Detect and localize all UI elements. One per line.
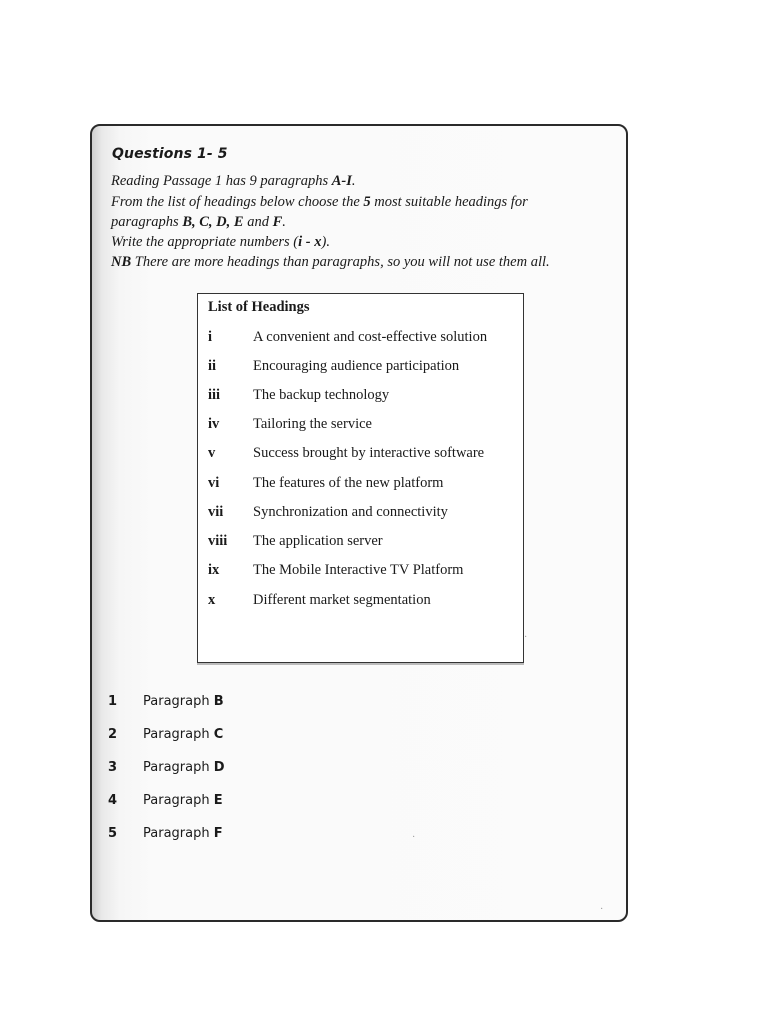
answer-number: 3 xyxy=(108,760,118,775)
instruction-line-1 xyxy=(111,173,356,190)
heading-item xyxy=(208,504,448,521)
answer-letter: B xyxy=(213,694,224,709)
instruction-text: . xyxy=(351,173,356,189)
scan-speck: · xyxy=(600,904,604,915)
instruction-line-4 xyxy=(111,234,330,251)
heading-number: vii xyxy=(208,504,224,520)
heading-text: Tailoring the service xyxy=(253,416,372,432)
answer-number: 4 xyxy=(108,793,118,808)
instruction-line-5 xyxy=(111,254,550,271)
heading-text: Encouraging audience participation xyxy=(253,358,460,374)
answer-item xyxy=(108,727,223,742)
answer-item xyxy=(108,826,223,841)
heading-text: The backup technology xyxy=(253,387,390,403)
heading-text: The application server xyxy=(253,533,383,549)
answer-number: 2 xyxy=(108,727,118,742)
heading-item xyxy=(208,387,389,404)
instruction-bold: i - x xyxy=(298,234,322,250)
heading-item xyxy=(208,445,484,462)
instruction-text: Write the appropriate numbers ( xyxy=(111,234,299,250)
heading-number: vi xyxy=(208,475,220,491)
answer-item xyxy=(108,694,224,709)
instruction-text: From the list of headings below choose the xyxy=(111,194,364,210)
instruction-text: . xyxy=(282,214,286,230)
heading-item xyxy=(208,358,459,375)
instruction-text: There are more headings than paragraphs, so you will not use them all. xyxy=(131,254,550,270)
heading-number: iii xyxy=(208,387,221,403)
instruction-line-3 xyxy=(111,214,286,231)
instruction-text: Reading Passage 1 has 9 paragraphs xyxy=(111,173,332,189)
instruction-text: most suitable headings for xyxy=(370,194,528,210)
scan-speck: · xyxy=(412,832,416,843)
instruction-bold: A-I xyxy=(331,173,352,189)
heading-item xyxy=(208,533,383,550)
answer-number: 5 xyxy=(108,826,118,841)
answer-item xyxy=(108,760,225,775)
heading-item xyxy=(208,592,431,609)
heading-number: ii xyxy=(208,358,217,374)
answer-letter: C xyxy=(213,727,224,742)
heading-text: The features of the new platform xyxy=(253,475,444,491)
heading-number: i xyxy=(208,329,213,345)
heading-text: Success brought by interactive software xyxy=(253,445,485,461)
answer-label: Paragraph xyxy=(143,760,214,775)
heading-number: iv xyxy=(208,416,220,432)
heading-text: A convenient and cost-effective solution xyxy=(253,329,488,345)
answer-letter: E xyxy=(213,793,223,808)
instruction-line-2 xyxy=(111,194,528,211)
instruction-bold: NB xyxy=(111,254,132,270)
answer-label: Paragraph xyxy=(143,727,214,742)
answer-number: 1 xyxy=(108,694,118,709)
list-of-headings-title: List of Headings xyxy=(208,299,310,315)
answer-label: Paragraph xyxy=(143,793,214,808)
heading-text: The Mobile Interactive TV Platform xyxy=(253,562,464,578)
scan-speck: · xyxy=(524,632,528,643)
heading-text: Synchronization and connectivity xyxy=(253,504,448,520)
answer-letter: D xyxy=(213,760,225,775)
answer-label: Paragraph xyxy=(143,826,214,841)
heading-number: x xyxy=(208,592,216,608)
instruction-bold: F xyxy=(272,214,283,230)
question-sheet xyxy=(90,124,628,922)
heading-item xyxy=(208,562,463,579)
instruction-text: and xyxy=(243,214,273,230)
heading-item xyxy=(208,416,372,433)
answer-item xyxy=(108,793,223,808)
questions-title: Questions 1- 5 xyxy=(112,146,228,162)
heading-number: v xyxy=(208,445,216,461)
heading-number: ix xyxy=(208,562,220,578)
instruction-text: paragraphs xyxy=(111,214,183,230)
instruction-bold: 5 xyxy=(363,194,371,210)
instruction-text: ). xyxy=(321,234,330,250)
answer-letter: F xyxy=(213,826,223,841)
answer-label: Paragraph xyxy=(143,694,214,709)
heading-number: viii xyxy=(208,533,228,549)
heading-item xyxy=(208,329,487,346)
heading-text: Different market segmentation xyxy=(253,592,431,608)
list-of-headings-box xyxy=(197,293,524,663)
heading-item xyxy=(208,475,443,492)
instruction-bold: B, C, D, E xyxy=(182,214,244,230)
